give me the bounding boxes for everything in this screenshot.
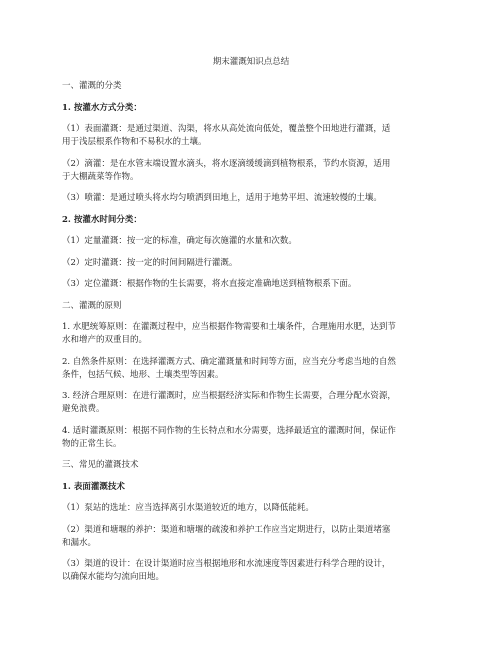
text-line: 水和增产的双重目的。 [62, 335, 148, 345]
text-line: 三、常见的灌溉技术 [62, 460, 139, 470]
paragraph [62, 321, 448, 347]
text-line: 和漏水。 [62, 537, 97, 548]
text-line: （2）定时灌溉：按一定的时间间隔进行灌溉。 [62, 257, 238, 268]
paragraph [62, 278, 448, 291]
text-line: （2）渠道和塘堰的养护：渠道和塘堰的疏浚和养护工作应当定期进行，以防止渠道堵塞 [62, 524, 391, 535]
text-line: 4. 适时灌溉原则：根据不同作物的生长特点和水分需要，选择最适宜的灌溉时间，保证作 [62, 425, 396, 436]
text-line: （1）定量灌溉：按一定的标准，确定每次施灌的水量和次数。 [62, 236, 297, 246]
text-line: （3）喷灌：是通过喷头将水均匀喷洒到田地上，适用于地势平坦、流速较慢的土壤。 [62, 193, 382, 203]
paragraph [62, 502, 448, 515]
text-line: 二、灌溉的原则 [62, 300, 122, 311]
text-line: （3）定位灌溉：根据作物的生长需要，将水直接定准确地送到植物根系下面。 [62, 279, 357, 289]
text-line: 条件，包括气候、地形、土壤类型等因素。 [62, 369, 224, 380]
text-line: （1）表面灌溉：是通过渠道、沟渠，将水从高处流向低处，覆盖整个田地进行灌溉，适 [62, 124, 391, 134]
paragraph [62, 257, 448, 270]
text-line: 1. 按灌水方式分类： [62, 102, 142, 113]
text-line: 2. 自然条件原则：在选择灌溉方式、确定灌溉量和时间等方面，应当充分考虑当地的自然 [62, 356, 396, 367]
text-line: 用于浅层根系作物和不易积水的土壤。 [62, 137, 207, 147]
paragraph [62, 192, 448, 205]
paragraph [62, 123, 448, 149]
text-line: 3. 经济合理原则：在进行灌溉时，应当根据经济实际和作物生长需要，合理分配水资源， [62, 391, 396, 401]
text-line: 于大棚蔬菜等作物。 [62, 171, 139, 182]
section-heading [62, 300, 448, 313]
text-line: 1. 水肥统筹原则：在灌溉过程中，应当根据作物需要和土壤条件，合理施用水肥，达到节 [62, 322, 396, 332]
section-heading [62, 459, 448, 472]
paragraph [62, 356, 448, 382]
paragraph [62, 235, 448, 248]
document-body [62, 80, 448, 593]
text-line: （2）滴灌：是在水管末端设置水滴头，将水逐滴缓缓滴到植物根系，节约水资源，适用 [62, 158, 391, 169]
section-heading [62, 80, 448, 93]
paragraph [62, 390, 448, 416]
text-line: 物的正常生长。 [62, 438, 122, 449]
subsection-heading [62, 214, 448, 227]
text-line: 避免浪费。 [62, 404, 105, 414]
text-line: 1. 表面灌溉技术 [62, 481, 125, 492]
document-title: 期末灌溉知识点总结 [212, 57, 290, 67]
paragraph [62, 558, 448, 584]
paragraph [62, 425, 448, 451]
subsection-heading [62, 481, 448, 494]
text-line: 2. 按灌水时间分类： [62, 214, 142, 225]
text-line: 以确保水能均匀流向田地。 [62, 572, 165, 582]
paragraph [62, 524, 448, 550]
paragraph [62, 158, 448, 184]
text-line: （3）渠道的设计：在设计渠道时应当根据地形和水流速度等因素进行科学合理的设计， [62, 559, 391, 569]
text-line: （1）泵站的选址：应当选择离引水渠道较近的地方，以降低能耗。 [62, 503, 314, 513]
text-line: 一、灌溉的分类 [62, 81, 122, 91]
subsection-heading [62, 102, 448, 115]
